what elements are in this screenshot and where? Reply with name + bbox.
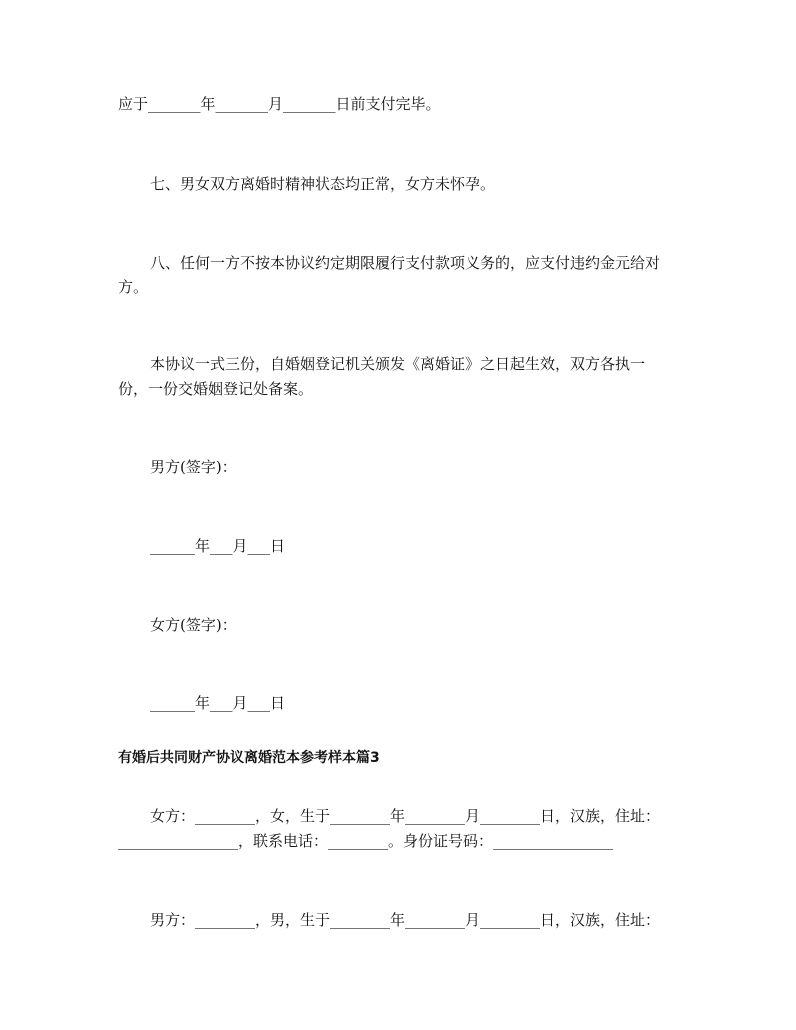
clause-seven: 七、男女双方离婚时精神状态均正常，女方未怀孕。 (150, 175, 496, 193)
female-signature-date: ______年___月___日 (150, 694, 286, 712)
male-party-line-1: 男方：________，男，生于________年________月________日，汉族，住址： (150, 911, 661, 929)
agreement-copies-line-2: 份，一份交婚姻登记处备案。 (118, 380, 314, 398)
section-heading: 有婚后共同财产协议离婚范本参考样本篇3 (118, 750, 380, 766)
clause-eight-line-1: 八、任何一方不按本协议约定期限履行支付款项义务的，应支付违约金元给对 (150, 254, 661, 272)
female-party-line-1: 女方：________，女，生于________年________月________日，汉族，住址： (150, 807, 661, 825)
female-signature-label: 女方(签字)： (150, 616, 237, 634)
payment-deadline-line: 应于_______年_______月_______日前支付完毕。 (118, 95, 441, 113)
male-signature-date: ______年___月___日 (150, 537, 286, 555)
male-signature-label: 男方(签字)： (150, 458, 237, 476)
agreement-copies-line-1: 本协议一式三份，自婚姻登记机关颁发《离婚证》之日起生效，双方各执一 (150, 355, 646, 373)
female-party-line-2: ________________，联系电话：________。身份证号码：________________ (118, 832, 614, 850)
clause-eight-line-2: 方。 (118, 278, 149, 296)
